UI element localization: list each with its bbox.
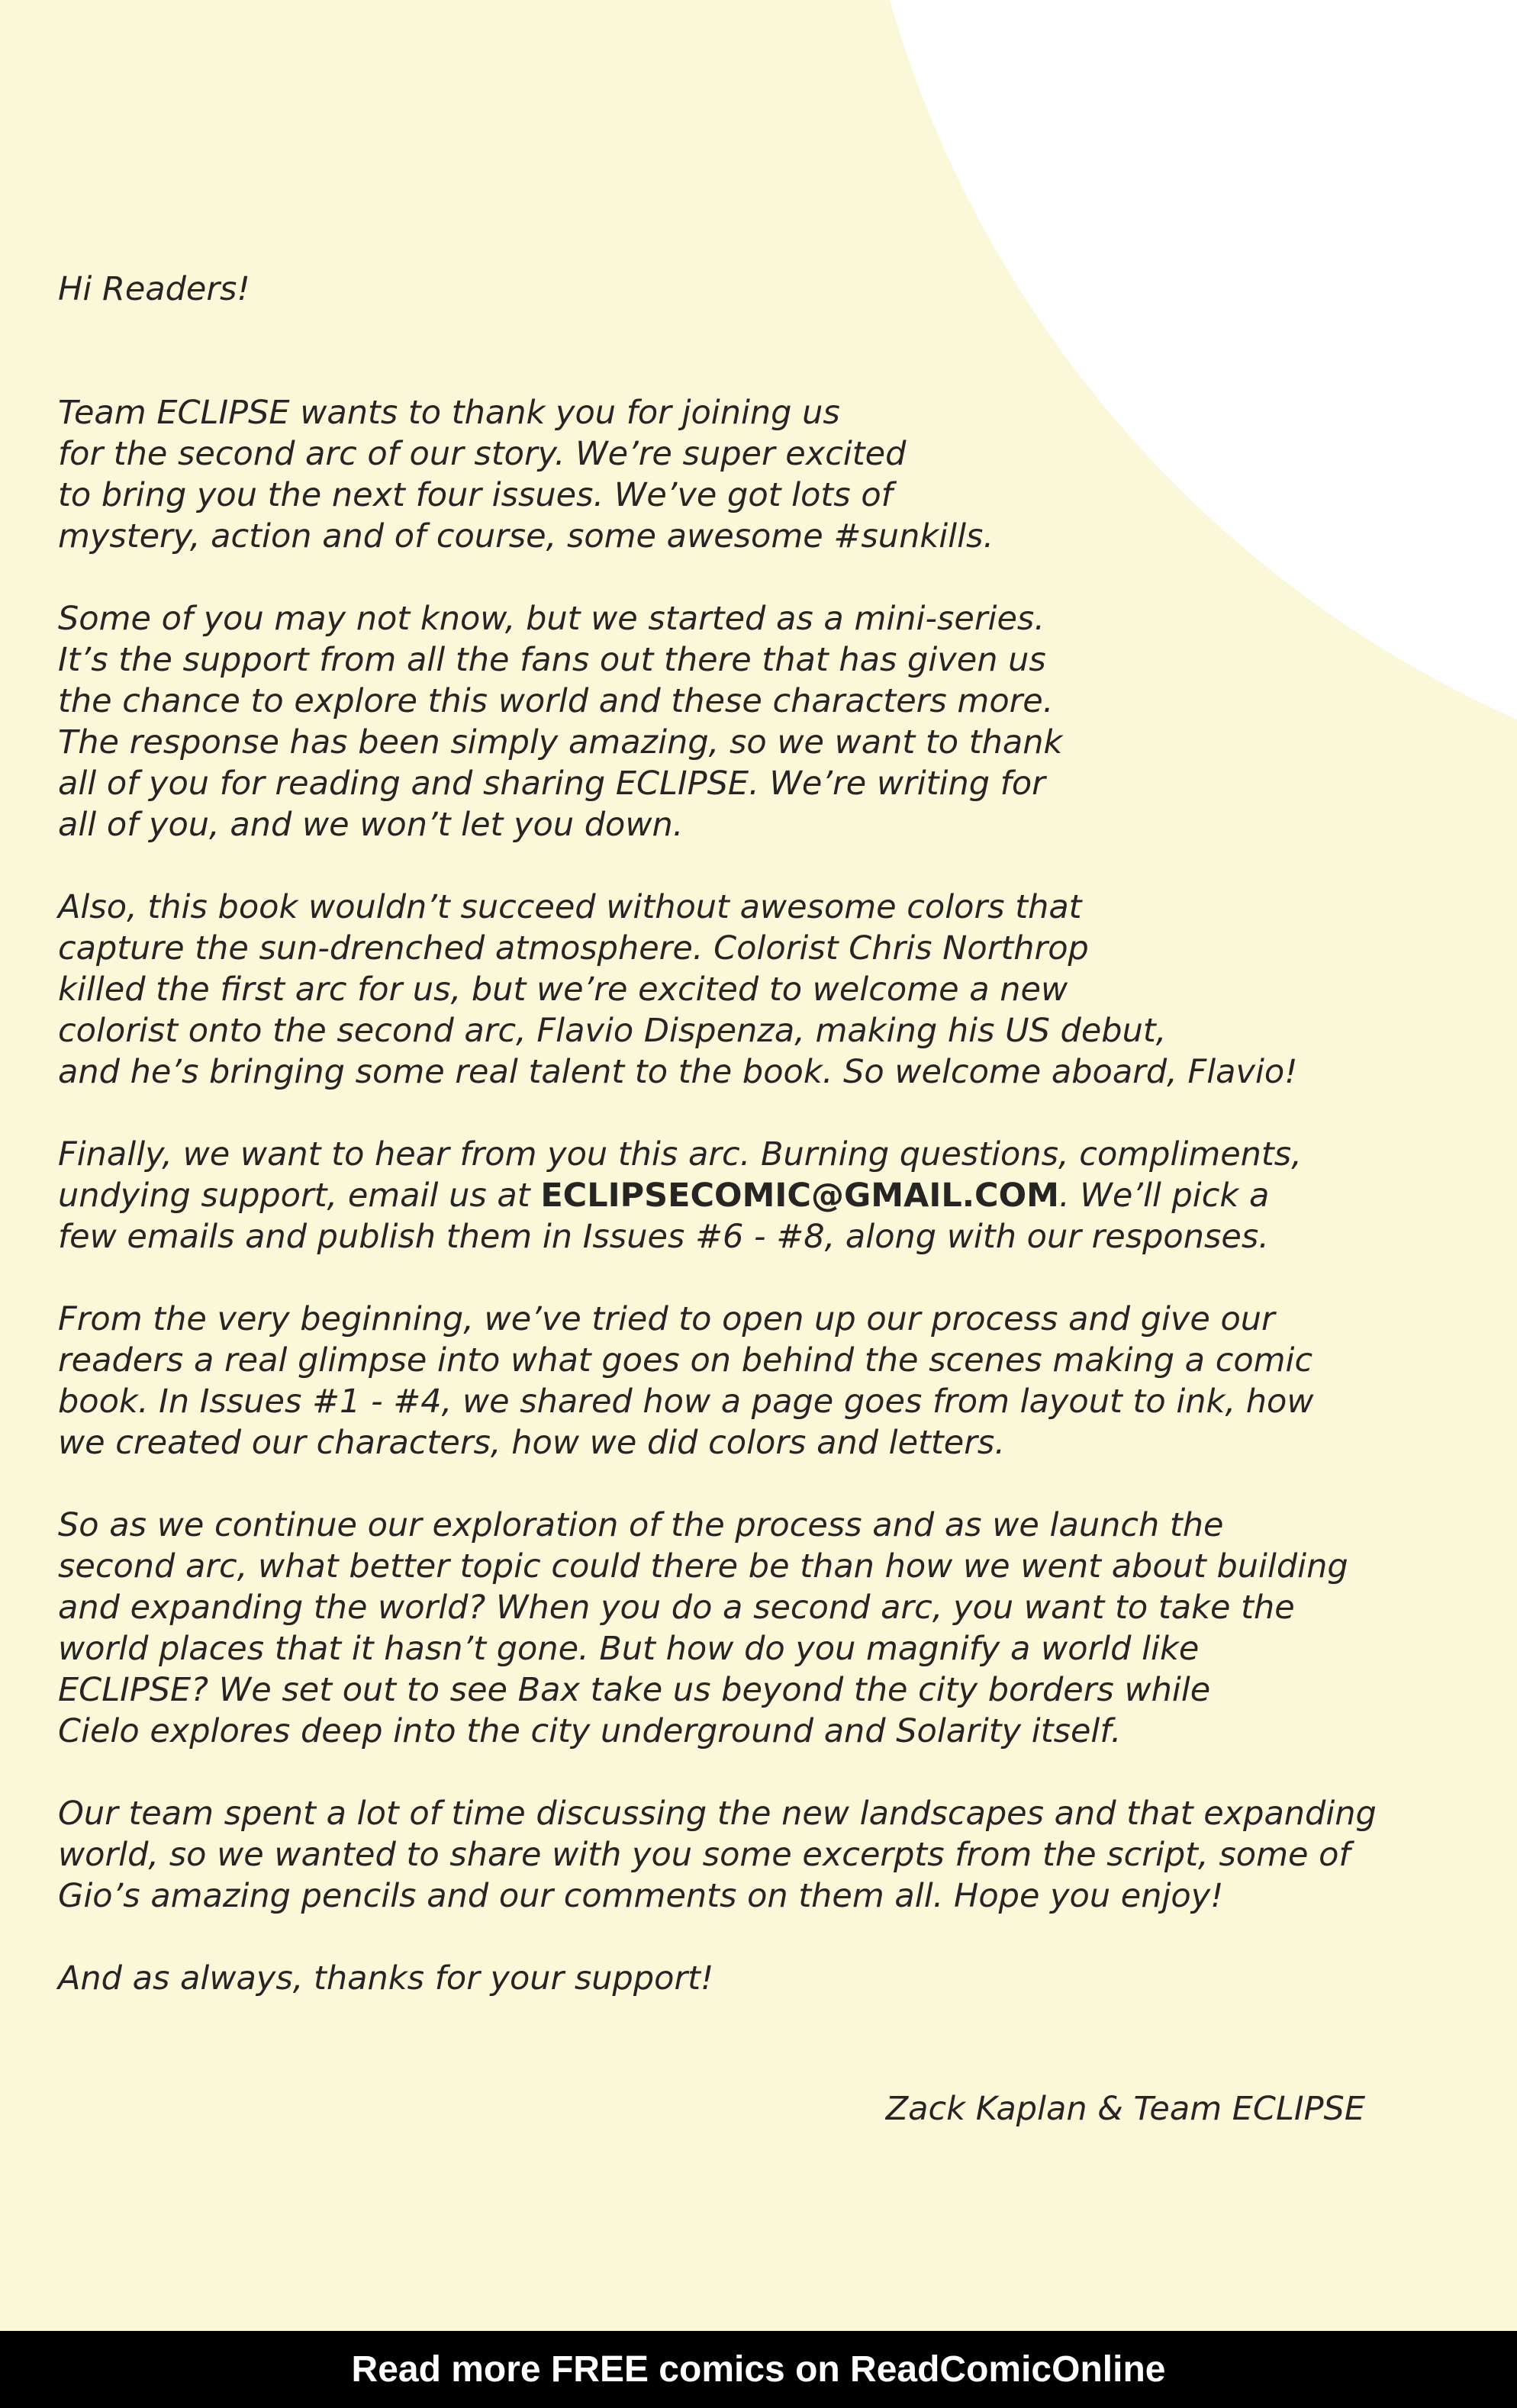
letter-paragraph-1: Team ECLIPSE wants to thank you for joining us for the second arc of our story. We’re super excited to bring you the next four issues. We’ve got lots of mystery, action and of course, some awesome #sunkills. xyxy=(58,394,994,555)
contact-email: ECLIPSECOMIC@GMAIL.COM xyxy=(540,1177,1059,1215)
letter-paragraph-5: From the very beginning, we’ve tried to open up our process and give our readers a real glimpse into what goes on behind the scenes making a comic book. In Issues #1 - #4, we shared how a page goes from layout to ink, how we created our characters, how we did colors and letters. xyxy=(58,1300,1314,1462)
promo-banner-link[interactable]: Read more FREE comics on ReadComicOnline xyxy=(351,2349,1166,2390)
letter-greeting: Hi Readers! xyxy=(58,270,250,308)
letter-paragraph-8: And as always, thanks for your support! xyxy=(58,1959,714,1998)
letter-paragraph-4-end: . We’ll pick a few emails and publish them in Issues #6 - #8, along with our responses. xyxy=(58,1177,1270,1256)
letter-paragraph-6: So as we continue our exploration of the process and as we launch the second arc, what better topic could there be than how we went about building and expanding the world? When you do a second arc, you want to take the world places that it hasn’t gone. But how do you magnify a world like ECLIPSE? We set out to see Bax take us beyond the city borders while Cielo explores deep into the city underground and Solarity itself. xyxy=(58,1506,1348,1750)
letter-paragraph-4 xyxy=(58,1134,1493,1257)
letter-paragraph-4-start: Finally, we want to hear from you this arc. Burning questions, compliments, undying support, email us at xyxy=(58,1135,1302,1215)
letter-signature: Zack Kaplan & Team ECLIPSE xyxy=(885,2090,1365,2128)
letter-paragraph-2: Some of you may not know, but we started as a mini-series. It’s the support from all the fans out there that has given us the chance to explore this world and these characters more. The response has been simply amazing, so we want to thank all of you for reading and sharing ECLIPSE. We’re writing for all of you, and we won’t let you down. xyxy=(58,600,1063,844)
editorial-letter xyxy=(58,269,1493,2040)
letter-paragraph-3: Also, this book wouldn’t succeed without awesome colors that capture the sun-drenched atmosphere. Colorist Chris Northrop killed the first arc for us, but we’re excited to welcome a new colorist onto the second arc, Flavio Dispenza, making his US debut, and he’s bringing some real talent to the book. So welcome aboard, Flavio! xyxy=(58,888,1298,1091)
promo-banner xyxy=(0,2331,1517,2408)
letter-paragraph-7: Our team spent a lot of time discussing the new landscapes and that expanding world, so we wanted to share with you some excerpts from the script, some of Gio’s amazing pencils and our comments on them all. Hope you enjoy! xyxy=(58,1795,1377,1915)
